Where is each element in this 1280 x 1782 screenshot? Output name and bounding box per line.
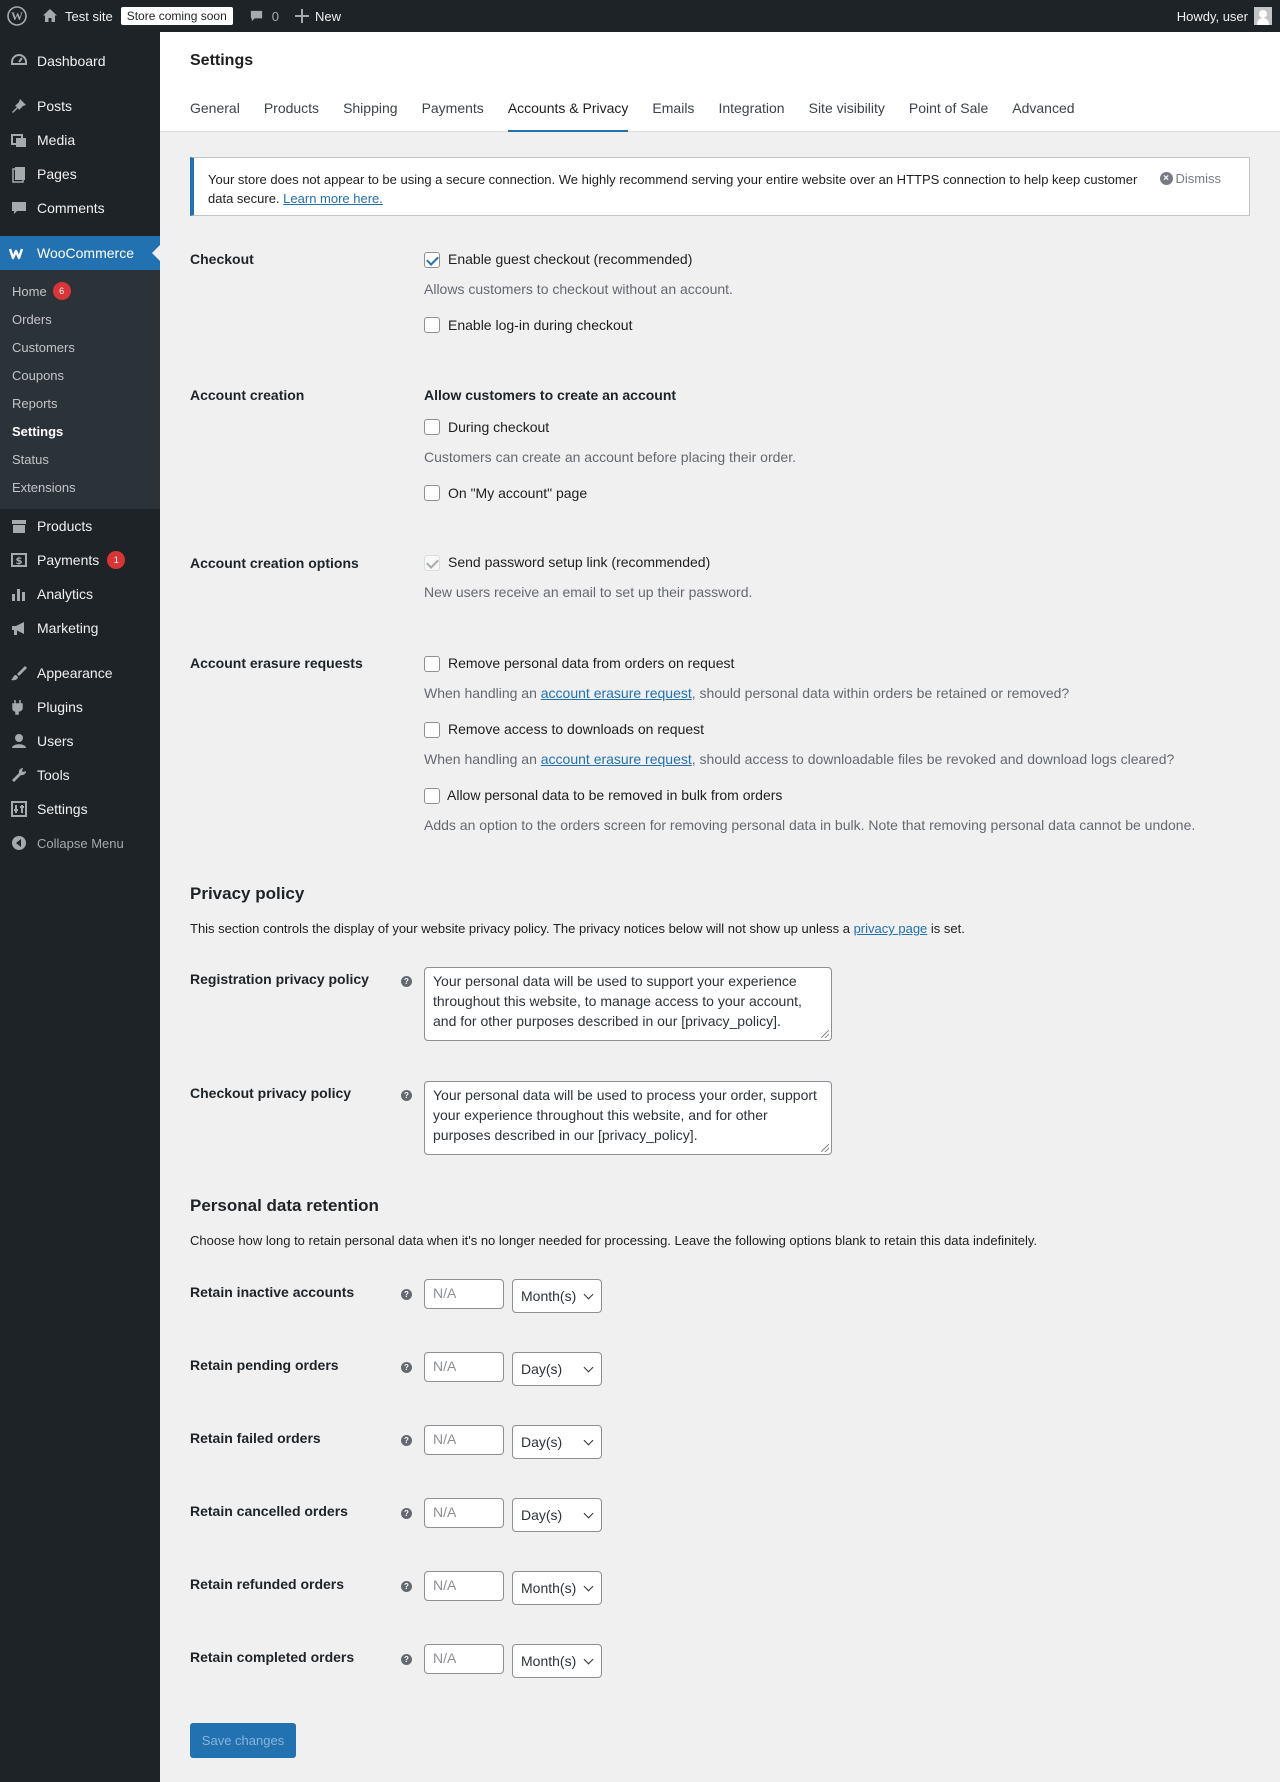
comments-count: 0 — [271, 8, 279, 24]
sidebar-label: Tools — [37, 767, 70, 783]
tab-payments[interactable]: Payments — [421, 100, 484, 116]
sidebar-label: Payments — [37, 552, 100, 568]
sidebar-label: Plugins — [37, 699, 83, 715]
retain-inactive-accounts-unit-select[interactable] — [512, 1279, 602, 1313]
account-menu[interactable] — [1169, 0, 1280, 32]
new-label: New — [314, 8, 341, 24]
description-text: , should access to downloadable files be revoked and download logs cleared? — [691, 751, 1175, 767]
sidebar-label: WooCommerce — [37, 245, 134, 261]
remove-order-data-description — [424, 685, 1069, 701]
svg-text:$: $ — [15, 556, 23, 567]
sidebar-label: Settings — [37, 801, 88, 817]
comments-link[interactable] — [241, 0, 287, 32]
tab-products[interactable]: Products — [263, 100, 320, 116]
woocommerce-submenu — [0, 270, 160, 509]
howdy-text: Howdy, user — [1176, 8, 1248, 24]
during-checkout-description: Customers can create an account before placing their order. — [424, 449, 796, 465]
chevron-down-icon — [584, 1290, 594, 1300]
chevron-down-icon — [584, 1655, 594, 1665]
woocommerce-icon — [9, 243, 29, 263]
save-changes-button[interactable]: Save changes — [190, 1723, 296, 1758]
description-text: When handling an — [424, 685, 537, 701]
description-text: , should personal data within orders be retained or removed? — [691, 685, 1070, 701]
retain-cancelled-orders-input[interactable]: N/A — [424, 1498, 504, 1528]
tab-site-visibility[interactable]: Site visibility — [808, 100, 885, 116]
comments-icon — [9, 198, 29, 218]
retain-pending-orders-label: Retain pending orders — [190, 1357, 339, 1373]
submenu-label: Settings — [12, 423, 64, 439]
tab-shipping[interactable]: Shipping — [343, 100, 398, 116]
wordpress-logo-icon[interactable] — [0, 0, 34, 32]
retain-pending-orders-input[interactable]: N/A — [424, 1352, 504, 1382]
retain-failed-orders-unit-select[interactable] — [512, 1425, 602, 1459]
select-value: Month(s) — [521, 1653, 577, 1669]
checkout-label: Checkout — [190, 251, 254, 267]
chevron-down-icon — [584, 1582, 594, 1592]
help-icon[interactable]: ? — [401, 1090, 412, 1101]
settings-header — [160, 32, 1280, 132]
select-value: Day(s) — [521, 1361, 563, 1377]
remove-order-data-label[interactable]: Remove personal data from orders on request — [448, 655, 735, 671]
tab-point-of-sale[interactable]: Point of Sale — [908, 100, 989, 116]
sidebar-item-analytics[interactable] — [0, 577, 160, 611]
help-icon[interactable]: ? — [401, 1435, 412, 1446]
sidebar-label: Dashboard — [37, 53, 106, 69]
tab-general[interactable]: General — [190, 100, 240, 116]
select-value: Month(s) — [521, 1580, 577, 1596]
remove-downloads-checkbox[interactable] — [424, 722, 440, 738]
sidebar-item-appearance[interactable] — [0, 656, 160, 690]
paintbrush-icon — [9, 663, 29, 683]
retain-completed-orders-input[interactable]: N/A — [424, 1644, 504, 1674]
submenu-item-settings[interactable] — [0, 417, 160, 445]
tab-integration[interactable]: Integration — [718, 100, 785, 116]
submenu-item-orders[interactable] — [0, 305, 160, 333]
plus-icon — [295, 9, 309, 23]
media-icon — [9, 130, 29, 150]
bulk-remove-checkbox[interactable] — [424, 788, 440, 804]
registration-privacy-textarea[interactable]: Your personal data will be used to support your experience throughout this website, to manage access to your account, and for other purposes described in our [privacy_policy]. — [424, 967, 832, 1041]
help-icon[interactable]: ? — [401, 1508, 412, 1519]
sidebar-label: Analytics — [37, 586, 94, 602]
help-icon[interactable]: ? — [401, 976, 412, 987]
guest-checkout-label[interactable]: Enable guest checkout (recommended) — [448, 251, 693, 267]
store-coming-soon-badge[interactable]: Store coming soon — [121, 7, 233, 25]
sidebar-label: Marketing — [37, 620, 99, 636]
users-icon — [9, 731, 29, 751]
sidebar-label: Collapse Menu — [37, 835, 124, 851]
sidebar-item-settings[interactable] — [0, 792, 160, 826]
retain-cancelled-orders-unit-select[interactable] — [512, 1498, 602, 1532]
submenu-item-home[interactable] — [0, 277, 160, 305]
send-password-link-label[interactable]: Send password setup link (recommended) — [448, 554, 711, 570]
https-notice — [190, 157, 1250, 216]
retain-refunded-orders-input[interactable]: N/A — [424, 1571, 504, 1601]
dismiss-button[interactable] — [1160, 169, 1222, 188]
settings-tabs — [190, 100, 1099, 132]
sidebar-label: Pages — [37, 166, 77, 182]
sidebar-item-media[interactable] — [0, 123, 160, 157]
settings-sliders-icon — [9, 799, 29, 819]
archive-icon — [9, 516, 29, 536]
submenu-label: Customers — [12, 339, 75, 355]
submenu-label: Reports — [12, 395, 58, 411]
retain-failed-orders-input[interactable]: N/A — [424, 1425, 504, 1455]
guest-checkout-checkbox[interactable] — [424, 252, 440, 268]
data-retention-title: Personal data retention — [190, 1196, 379, 1215]
myaccount-page-label[interactable]: On "My account" page — [448, 485, 588, 501]
retain-inactive-accounts-input[interactable]: N/A — [424, 1279, 504, 1309]
account-erasure-request-link[interactable]: account erasure request — [540, 685, 692, 701]
sidebar-item-pages[interactable] — [0, 157, 160, 191]
submenu-item-customers[interactable] — [0, 333, 160, 361]
submenu-item-coupons[interactable] — [0, 361, 160, 389]
select-value: Day(s) — [521, 1507, 563, 1523]
retain-refunded-orders-label: Retain refunded orders — [190, 1576, 345, 1592]
submenu-item-reports[interactable] — [0, 389, 160, 417]
svg-text:W: W — [11, 9, 23, 23]
send-password-link-checkbox[interactable] — [424, 555, 440, 571]
admin-bar — [0, 0, 1280, 32]
privacy-policy-description — [190, 921, 965, 936]
sidebar-item-payments[interactable] — [0, 543, 160, 577]
allow-create-account-heading: Allow customers to create an account — [424, 387, 677, 403]
chevron-down-icon — [584, 1509, 594, 1519]
submenu-label: Coupons — [12, 367, 65, 383]
account-erasure-request-link[interactable]: account erasure request — [540, 751, 692, 767]
sidebar-item-tools[interactable] — [0, 758, 160, 792]
submenu-label: Extensions — [12, 479, 76, 495]
retain-completed-orders-unit-select[interactable] — [512, 1644, 602, 1678]
select-value: Day(s) — [521, 1434, 563, 1450]
help-icon[interactable]: ? — [401, 1362, 412, 1373]
collapse-arrow-icon — [9, 833, 29, 853]
new-content-link[interactable] — [287, 0, 349, 32]
send-password-link-description: New users receive an email to set up their password. — [424, 584, 753, 600]
dismiss-label: Dismiss — [1175, 171, 1221, 186]
wrench-icon — [9, 765, 29, 785]
checkout-privacy-label: Checkout privacy policy — [190, 1085, 352, 1101]
close-icon: × — [1160, 172, 1173, 185]
sidebar-label: Media — [37, 132, 76, 148]
site-name-link[interactable] — [34, 0, 241, 32]
pushpin-icon — [9, 96, 29, 116]
description-text: When handling an — [424, 751, 537, 767]
during-checkout-checkbox[interactable] — [424, 419, 440, 435]
submenu-label: Orders — [12, 311, 52, 327]
registration-privacy-label: Registration privacy policy — [190, 971, 369, 987]
dashboard-icon — [9, 51, 29, 71]
learn-more-link[interactable]: Learn more here. — [283, 191, 383, 206]
sidebar-label: Comments — [37, 200, 105, 216]
notification-badge: 1 — [107, 551, 125, 569]
payments-icon — [9, 550, 29, 570]
sidebar-item-products[interactable] — [0, 509, 160, 543]
bulk-remove-label[interactable]: Allow personal data to be removed in bulk from orders — [447, 787, 783, 803]
chevron-down-icon — [584, 1436, 594, 1446]
bar-chart-icon — [9, 584, 29, 604]
tab-accounts-privacy[interactable]: Accounts & Privacy — [508, 100, 629, 132]
checkout-privacy-textarea[interactable]: Your personal data will be used to process your order, support your experience throughout this website, and for other purposes described in our [privacy_policy]. — [424, 1081, 832, 1155]
account-creation-options-label: Account creation options — [190, 555, 359, 571]
sidebar-label: Posts — [37, 98, 73, 114]
data-retention-description: Choose how long to retain personal data when it's no longer needed for processing. Leave the following options blank to retain this data indefinitely. — [190, 1233, 1038, 1248]
sidebar-item-posts[interactable] — [0, 89, 160, 123]
avatar — [1254, 7, 1272, 25]
pages-icon — [9, 164, 29, 184]
sidebar-item-comments[interactable] — [0, 191, 160, 225]
admin-sidebar — [0, 32, 160, 1782]
description-text: This section controls the display of your website privacy policy. The privacy notices below will not show up unless a — [190, 921, 850, 936]
myaccount-page-checkbox[interactable] — [424, 485, 440, 501]
select-value: Month(s) — [521, 1288, 577, 1304]
remove-order-data-checkbox[interactable] — [424, 656, 440, 672]
remove-downloads-description — [424, 751, 1174, 767]
notification-badge: 6 — [53, 282, 71, 300]
main-content — [160, 32, 1280, 1669]
retain-refunded-orders-unit-select[interactable] — [512, 1571, 602, 1605]
during-checkout-label[interactable]: During checkout — [448, 419, 550, 435]
home-icon — [42, 8, 58, 24]
collapse-menu-button[interactable] — [0, 826, 160, 860]
retain-failed-orders-label: Retain failed orders — [190, 1430, 321, 1446]
retain-inactive-accounts-label: Retain inactive accounts — [190, 1284, 355, 1300]
submenu-item-extensions[interactable] — [0, 473, 160, 501]
sidebar-label: Users — [37, 733, 74, 749]
comment-icon — [249, 9, 264, 24]
sidebar-item-woocommerce[interactable] — [0, 236, 160, 270]
notice-text: Your store does not appear to be using a secure connection. We highly recommend serving your entire website over an HTTPS connection to help keep customer data secure. — [208, 172, 1138, 206]
account-erasure-label: Account erasure requests — [190, 655, 363, 671]
sidebar-item-users[interactable] — [0, 724, 160, 758]
sidebar-item-plugins[interactable] — [0, 690, 160, 724]
submenu-item-status[interactable] — [0, 445, 160, 473]
submenu-label: Status — [12, 451, 49, 467]
help-icon[interactable]: ? — [401, 1289, 412, 1300]
plugin-icon — [9, 697, 29, 717]
login-checkout-checkbox[interactable] — [424, 317, 440, 333]
remove-downloads-label[interactable]: Remove access to downloads on request — [448, 721, 705, 737]
sidebar-label: Appearance — [37, 665, 113, 681]
sidebar-label: Products — [37, 518, 93, 534]
description-text: is set. — [930, 921, 965, 936]
privacy-page-link[interactable]: privacy page — [853, 921, 928, 936]
chevron-down-icon — [584, 1363, 594, 1373]
privacy-policy-title: Privacy policy — [190, 884, 305, 903]
login-checkout-label[interactable]: Enable log-in during checkout — [448, 317, 633, 333]
retain-pending-orders-unit-select[interactable] — [512, 1352, 602, 1386]
sidebar-item-marketing[interactable] — [0, 611, 160, 645]
tab-advanced[interactable]: Advanced — [1012, 100, 1075, 116]
tab-emails[interactable]: Emails — [652, 100, 695, 116]
help-icon[interactable]: ? — [401, 1581, 412, 1592]
retain-completed-orders-label: Retain completed orders — [190, 1649, 355, 1665]
retain-cancelled-orders-label: Retain cancelled orders — [190, 1503, 348, 1519]
submenu-label: Home — [12, 283, 47, 299]
guest-checkout-description: Allows customers to checkout without an account. — [424, 281, 733, 297]
megaphone-icon — [9, 618, 29, 638]
help-icon[interactable]: ? — [401, 1654, 412, 1665]
bulk-remove-description: Adds an option to the orders screen for removing personal data in bulk. Note that removing personal data cannot be undone. — [424, 817, 1196, 833]
site-name: Test site — [65, 8, 113, 24]
account-creation-label: Account creation — [190, 387, 305, 403]
page-title: Settings — [190, 52, 254, 69]
sidebar-item-dashboard[interactable] — [0, 44, 160, 78]
